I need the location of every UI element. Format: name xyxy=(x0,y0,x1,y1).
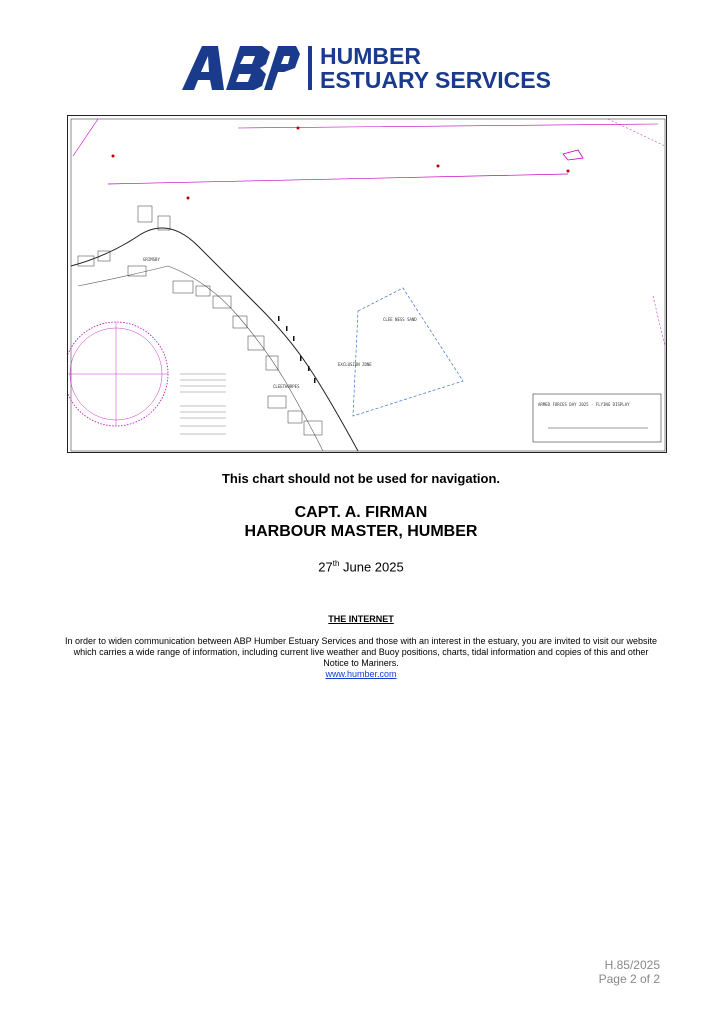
page-footer xyxy=(599,958,660,986)
compass-rose xyxy=(68,322,168,426)
chart-label-grimsby: GRIMSBY xyxy=(143,257,160,262)
date-suffix: th xyxy=(332,559,340,568)
internet-body: In order to widen communication between ABP Humber Estuary Services and those with an interest in the estuary, you are invited to visit our website which carries a wide range of information, including current live weather and Buoy positions, charts, tidal information and copies of this and other Notice to Mariners. xyxy=(65,636,657,668)
chart-image xyxy=(67,115,667,453)
signatory-title: HARBOUR MASTER, HUMBER xyxy=(244,523,478,540)
abp-logo-mark xyxy=(180,44,300,92)
chart-panel-title: ARMED FORCES DAY 2025 - FLYING DISPLAY xyxy=(538,402,630,407)
logo-wordmark xyxy=(320,44,551,92)
notice-reference: H.85/2025 xyxy=(604,958,660,972)
abp-logo xyxy=(180,44,560,94)
page-number: Page 2 of 2 xyxy=(598,972,660,986)
internet-section xyxy=(60,636,662,680)
chart-label-exclusion-zone: EXCLUSION ZONE xyxy=(338,362,372,367)
notice-date xyxy=(0,559,722,574)
nautical-chart-drawing xyxy=(68,116,667,453)
logo-divider xyxy=(308,46,312,90)
signatory xyxy=(0,503,722,541)
signatory-name: CAPT. A. FIRMAN xyxy=(294,504,428,521)
date-rest: June 2025 xyxy=(339,559,404,575)
logo-line-1: HUMBER xyxy=(320,43,421,69)
chart-label-cleethorpes: CLEETHORPES xyxy=(273,384,300,389)
website-link[interactable]: www.humber.com xyxy=(325,669,397,679)
chart-label-clee-ness-sand: CLEE NESS SAND xyxy=(383,317,417,322)
date-day: 27 xyxy=(318,559,333,575)
logo-line-2: ESTUARY SERVICES xyxy=(320,67,551,93)
navigation-warning: This chart should not be used for navigation. xyxy=(221,471,501,486)
internet-heading: THE INTERNET xyxy=(328,614,394,624)
